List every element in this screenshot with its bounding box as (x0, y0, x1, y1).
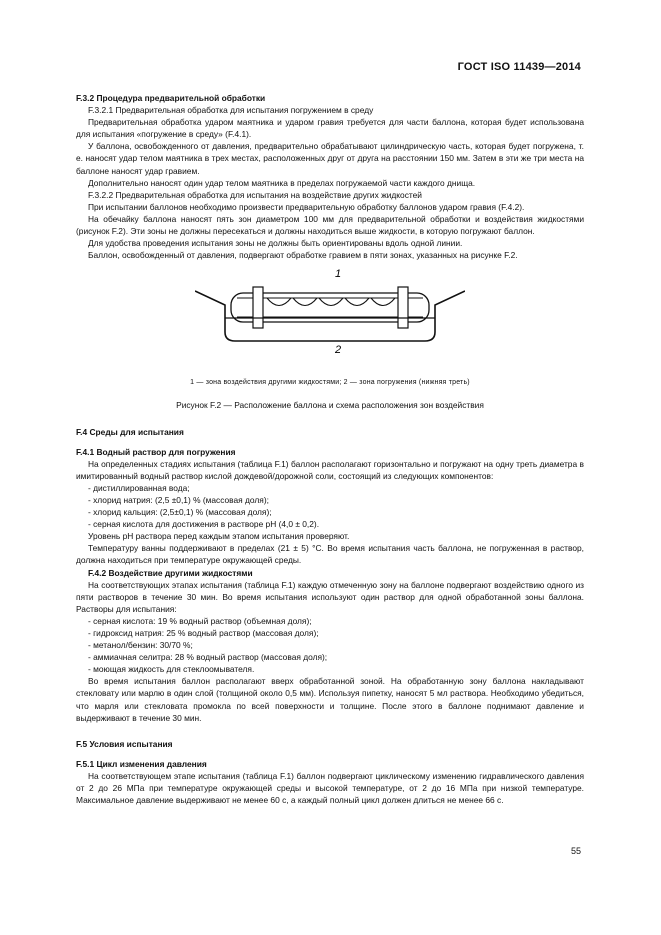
page-body (76, 92, 584, 806)
paragraph: На соответствующих этапах испытания (таблица F.1) каждую отмеченную зону на баллоне подвергают воздействию одного из пяти растворов в течение 30 мин. Во время испытания используют один раствор для одной обработанной зоны баллона. Растворы для испытания: (76, 579, 584, 614)
paragraph: Предварительная обработка ударом маятника и ударом гравия требуется для части баллона, которая будет использована для испытания «погружение в среду» (F.4.1). (76, 117, 584, 140)
support-band-left (253, 287, 263, 328)
list-item: - дистиллированная вода; (88, 482, 190, 493)
liquid-bath (195, 291, 465, 341)
section-title-f5: F.5 Условия испытания (76, 738, 173, 749)
exposure-zone-2 (293, 298, 317, 306)
paragraph: При испытании баллонов необходимо произвести предварительную обработку баллонов ударом гравия (F.4.2). (88, 201, 525, 212)
page-number: 55 (570, 846, 581, 856)
figure-label-2: 2 (335, 344, 342, 356)
figure-caption: Рисунок F.2 — Расположение баллона и схема расположения зон воздействия (176, 400, 484, 411)
paragraph: Температуру ванны поддерживают в пределах (21 ± 5) °С. Во время испытания часть баллона, не погруженная в раствор, должна находиться при температуре окружающей среды. (76, 543, 584, 566)
figure-legend: 1 — зона воздействия другими жидкостями; 2 — зона погружения (нижняя треть) (190, 379, 470, 387)
document-id: ГОСТ ISO 11439—2014 (457, 61, 581, 73)
list-item: - аммиачная селитра: 28 % водный раствор (массовая доля); (88, 652, 328, 663)
section-title-f4: F.4 Среды для испытания (76, 426, 184, 437)
paragraph: Во время испытания баллон располагают вверх обработанной зоной. На обработанную зону баллона накладывают стекловату или марлю в один слой (толщиной около 0,5 мм). Используя пипетку, наносят 5 мл раствора. Необходимо убедиться, что марля или стекловата промокла по всей поверхности и толщине. После этого в баллоне поднимают давление и выдерживают в течение 30 мин. (76, 676, 584, 723)
paragraph: Баллон, освобожденный от давления, подвергают обработке гравием в пяти зонах, указанных на рисунке F.2. (88, 250, 518, 261)
paragraph: Дополнительно наносят один удар телом маятника в пределах погружаемой части каждого днища. (88, 177, 476, 188)
list-item: - хлорид натрия: (2,5 ±0,1) % (массовая доля); (88, 494, 269, 505)
paragraph: Для удобства проведения испытания зоны не должны быть ориентированы вдоль одной линии. (88, 238, 463, 249)
list-item: - моющая жидкость для стеклоомывателя. (88, 664, 255, 675)
exposure-zone-1 (267, 298, 291, 306)
subsection-title-f41: F.4.1 Водный раствор для погружения (76, 446, 236, 457)
subsection-title-f51: F.5.1 Цикл изменения давления (76, 758, 207, 769)
figure-label-1: 1 (335, 268, 342, 281)
paragraph: F.3.2.2 Предварительная обработка для испытания на воздействие других жидкостей (88, 189, 422, 200)
subsection-title-f42: F.4.2 Воздействие другими жидкостями (88, 567, 253, 578)
paragraph: На определенных стадиях испытания (таблица F.1) баллон располагают горизонтально и погружают на одну треть диаметра в имитированный водный раствор кислой дождевой/дорожной соли, состоящий из следующих компонентов: (76, 458, 584, 481)
exposure-zone-3 (319, 298, 343, 306)
list-item: - хлорид кальция: (2,5±0,1) % (массовая доля); (88, 507, 272, 518)
paragraph: На обечайку баллона наносят пять зон диаметром 100 мм для предварительной обработки и воздействия жидкостями (рисунок F.2). Эти зоны не должны пересекаться и должны находиться выше жидкости, в которую погружают баллон. (76, 213, 584, 237)
support-band-right (398, 287, 408, 328)
list-item: - метанол/бензин: 30/70 %; (88, 640, 193, 651)
cylinder-figure (76, 265, 584, 377)
exposure-zone-4 (345, 298, 369, 306)
exposure-zone-5 (371, 298, 395, 306)
list-item: - серная кислота для достижения в растворе pH (4,0 ± 0,2). (88, 519, 320, 530)
list-item: - серная кислота: 19 % водный раствор (объемная доля); (88, 615, 312, 626)
paragraph: F.3.2.1 Предварительная обработка для испытания погружением в среду (88, 105, 374, 116)
paragraph: У баллона, освобожденного от давления, предварительно обрабатывают цилиндрическую часть, которая будет погружена, т. е. наносят удар телом маятника в трех местах, расположенных друг от друга на расстоянии 150 мм. Затем в эти же три места на баллоне наносят удар гравием. (76, 141, 584, 176)
paragraph: Уровень pH раствора перед каждым этапом испытания проверяют. (88, 531, 350, 542)
section-title-f32: F.3.2 Процедура предварительной обработки (76, 93, 266, 103)
cylinder-diagram (195, 265, 465, 355)
list-item: - гидроксид натрия: 25 % водный раствор (массовая доля); (88, 628, 319, 638)
paragraph: На соответствующем этапе испытания (таблица F.1) баллон подвергают циклическому изменению гидравлического давления от 2 до 26 МПа при температуре окружающей среды и высокой температуре, от 2 до 16 МПа при низкой температуре. Максимальное давление выдерживают не менее 60 с, а каждый полный цикл должен длиться не менее 66 с. (76, 770, 584, 806)
